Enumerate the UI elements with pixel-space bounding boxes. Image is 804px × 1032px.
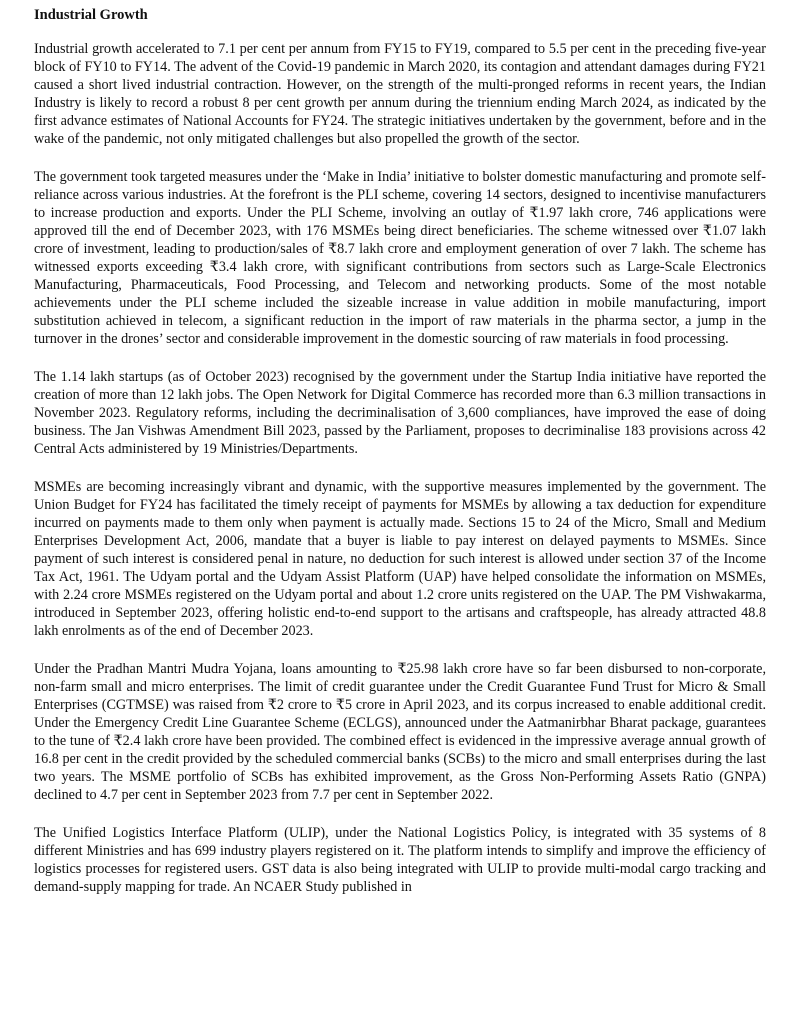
paragraph-ulip: The Unified Logistics Interface Platform (ULIP), under the National Logistics Policy, is integrated with 35 systems of 8 different Ministries and has 699 industry players registered on it. The platform intends to simplify and improve the efficiency of logistics processes for registered users. GST data is also being integrated with ULIP to provide multi-modal cargo tracking and demand-supply mapping for trade. An NCAER Study published in [34, 825, 766, 895]
paragraph-startups: The 1.14 lakh startups (as of October 2023) recognised by the government under the Startup India initiative have reported the creation of more than 12 lakh jobs. The Open Network for Digital Commerce has recorded more than 6.3 million transactions in November 2023. Regulatory reforms, including the decriminalisation of 3,600 compliances, have improved the ease of doing business. The Jan Vishwas Amendment Bill 2023, passed by the Parliament, proposes to decriminalise 183 provisions across 42 Central Acts administered by 19 Ministries/Departments. [34, 369, 766, 457]
paragraph-msmes: MSMEs are becoming increasingly vibrant and dynamic, with the supportive measures implemented by the government. The Union Budget for FY24 has facilitated the timely receipt of payments for MSMEs by allowing a tax deduction for expenditure incurred on payments made to them only when payment is actually made. Sections 15 to 24 of the Micro, Small and Medium Enterprises Development Act, 2006, mandate that a buyer is liable to pay interest on delayed payments to MSMEs. Since payment of such interest is considered penal in nature, no deduction for such interest is allowed under section 37 of the Income Tax Act, 1961. The Udyam portal and the Udyam Assist Platform (UAP) have helped consolidate the information on MSMEs, with 2.24 crore MSMEs registered on the Udyam portal and about 1.2 crore units registered on the UAP. The PM Vishwakarma, introduced in September 2023, offering holistic end-to-end support to the artisans and craftspeople, has already attracted 48.8 lakh enrolments as of the end of December 2023. [34, 479, 766, 639]
paragraph-industrial-growth: Industrial growth accelerated to 7.1 per cent per annum from FY15 to FY19, compared to 5.5 per cent in the preceding five-year block of FY10 to FY14. The advent of the Covid-19 pandemic in March 2020, its contagion and attendant damages during FY21 caused a short lived industrial contraction. However, on the strength of the multi-pronged reforms in recent years, the Indian Industry is likely to record a robust 8 per cent growth per annum during the triennium ending March 2024, as indicated by the first advance estimates of National Accounts for FY24. The strategic initiatives undertaken by the government, before and in the wake of the pandemic, not only mitigated challenges but also propelled the growth of the sector. [34, 41, 766, 147]
section-heading: Industrial Growth [34, 7, 148, 23]
paragraph-make-in-india: The government took targeted measures under the ‘Make in India’ initiative to bolster domestic manufacturing and promote self-reliance across various industries. At the forefront is the PLI scheme, covering 14 sectors, designed to incentivise manufacturers to increase production and exports. Under the PLI Scheme, involving an outlay of ₹1.97 lakh crore, 746 applications were approved till the end of December 2023, with 176 MSMEs being direct beneficiaries. The scheme witnessed over ₹1.07 lakh crore of investment, leading to production/sales of ₹8.7 lakh crore and employment generation of over 7 lakh. The scheme has witnessed exports exceeding ₹3.4 lakh crore, with significant contributions from sectors such as Large-Scale Electronics Manufacturing, Pharmaceuticals, Food Processing, and Telecom and networking products. Some of the most notable achievements under the PLI scheme included the sizeable increase in value addition in mobile manufacturing, import substitution achieved in telecom, a significant reduction in the import of raw materials in the pharma sector, a jump in the turnover in the drones’ sector and considerable improvement in the domestic sourcing of raw materials in food processing. [34, 169, 766, 347]
document-page [34, 6, 766, 916]
paragraph-mudra-yojana: Under the Pradhan Mantri Mudra Yojana, loans amounting to ₹25.98 lakh crore have so far been disbursed to non-corporate, non-farm small and micro enterprises. The limit of credit guarantee under the Credit Guarantee Fund Trust for Micro & Small Enterprises (CGTMSE) was raised from ₹2 crore to ₹5 crore in April 2023, and its corpus increased to enable additional credit. Under the Emergency Credit Line Guarantee Scheme (ECLGS), announced under the Aatmanirbhar Bharat package, guarantees to the tune of ₹2.4 lakh crore have been provided. The combined effect is evidenced in the impressive average annual growth of 16.8 per cent in the credit provided by the scheduled commercial banks (SCBs) to the micro and small enterprises during the last two years. The MSME portfolio of SCBs has exhibited improvement, as the Gross Non-Performing Assets Ratio (GNPA) declined to 4.7 per cent in September 2023 from 7.7 per cent in September 2022. [34, 661, 766, 803]
